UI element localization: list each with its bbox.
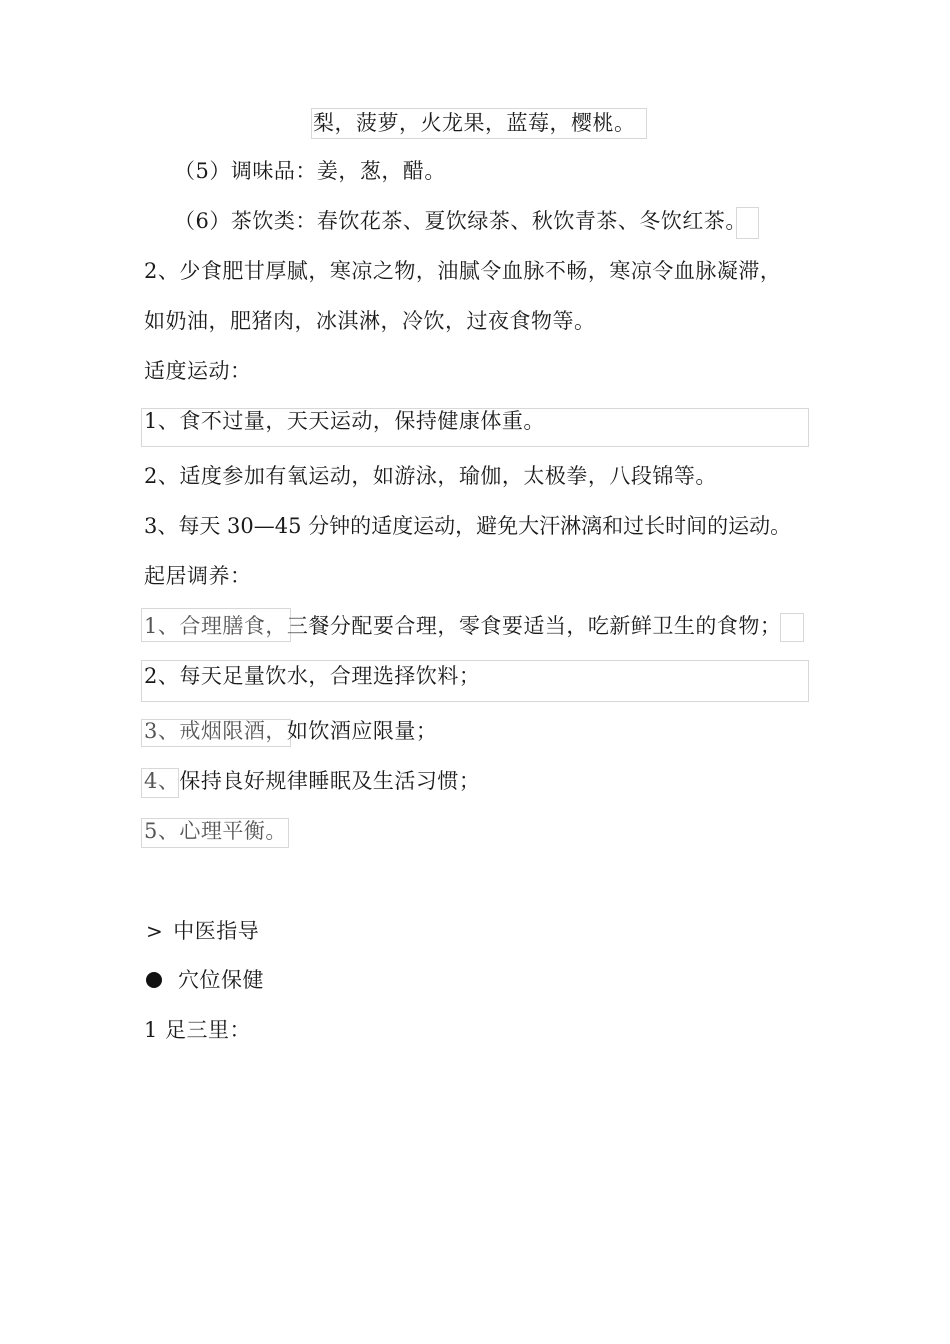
daily-care-item-4-text: 保持良好规律睡眠及生活习惯； [179, 769, 481, 793]
exercise-heading: 适度运动： [144, 359, 252, 383]
tcm-section-title: 中医指导 [173, 919, 260, 943]
daily-care-heading: 起居调养： [144, 564, 252, 588]
daily-care-item-3 [144, 718, 437, 744]
exercise-item-1: 1、食不过量，天天运动，保持健康体重。 [144, 409, 545, 433]
exercise-item-2: 2、适度参加有氧运动，如游泳，瑜伽，太极拳，八段锦等。 [144, 464, 717, 488]
acupoint-item-1: 1 足三里： [144, 1018, 252, 1042]
avoid-food-line-2: 如奶油，肥猪肉，冰淇淋，冷饮，过夜食物等。 [144, 309, 596, 333]
acupoint-heading [144, 967, 264, 993]
daily-care-item-4 [144, 768, 480, 794]
daily-care-item-1-prefix: 1、合理膳食， [144, 614, 287, 638]
tcm-section-heading [146, 918, 259, 944]
chevron-right-icon: > [146, 919, 164, 943]
fruit-list-line: 梨，菠萝，火龙果，蓝莓，樱桃。 [313, 111, 636, 135]
daily-care-item-3-text: 如饮酒应限量； [286, 719, 438, 743]
daily-care-item-5: 5、心理平衡。 [144, 819, 287, 843]
daily-care-item-3-prefix: 3、戒烟限酒， [144, 719, 287, 743]
daily-care-item-1 [144, 613, 781, 639]
daily-care-item-2: 2、每天足量饮水，合理选择饮料； [144, 664, 481, 688]
daily-care-item-4-prefix: 4、 [144, 769, 180, 793]
exercise-item-3: 3、每天 30—45 分钟的适度运动，避免大汗淋漓和过长时间的运动。 [144, 514, 792, 538]
filled-circle-bullet-icon [146, 972, 162, 988]
text-box-outline [780, 613, 804, 642]
acupoint-title: 穴位保健 [178, 968, 264, 992]
seasoning-line: （5）调味品：姜，葱，醋。 [174, 159, 446, 183]
daily-care-item-1-text: 三餐分配要合理，零食要适当，吃新鲜卫生的食物； [286, 614, 782, 638]
avoid-food-line-1: 2、少食肥甘厚腻，寒凉之物，油腻令血脉不畅，寒凉令血脉凝滞， [144, 259, 782, 283]
tea-line: （6）茶饮类：春饮花茶、夏饮绿茶、秋饮青茶、冬饮红茶。 [174, 209, 747, 233]
